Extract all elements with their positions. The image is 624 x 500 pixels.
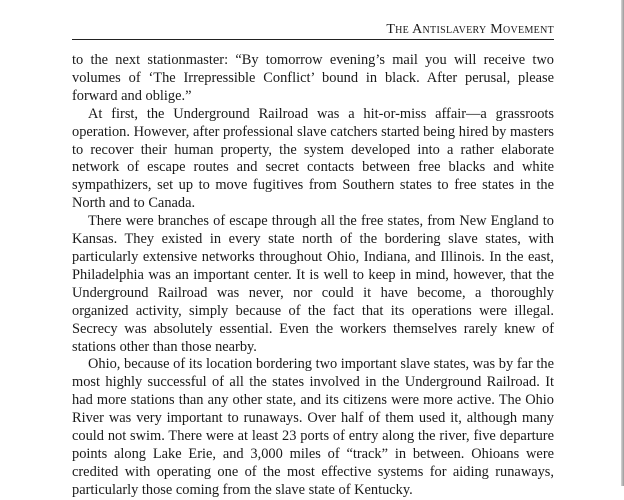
paragraph-continuation: to the next stationmaster: “By tomorrow evening’s mail you will receive two volumes of ‘The Irrepressible Conflict’ bound in black. After perusal, please forward and oblige.” (72, 52, 554, 104)
paragraph-underground-railroad-origins: At first, the Underground Railroad was a hit-or-miss affair—a grassroots operation. However, after professional slave catchers started being hired by masters to recover their human property, the system developed into a rather elaborate network of escape routes and secret contacts between free blacks and white sympathizers, set up to move fugitives from Southern states to free states in the North and to Canada. (72, 105, 554, 212)
running-head: The Antislavery Movement (72, 22, 554, 40)
paragraph-branches-of-escape: There were branches of escape through all the free states, from New England to Kansas. They existed in every state north of the bordering slave states, with particularly extensive networks throughout Ohio, Indiana, and Illinois. In the east, Philadelphia was an important center. It is well to keep in mind, however, that the Underground Railroad was never, nor could it have become, a thoroughly organized activity, simply because of the fact that its operations were illegal. Secrecy was absolutely essential. Even the workers themselves rarely knew of stations other than those nearby. (72, 213, 554, 355)
body-text (72, 52, 554, 500)
paragraph-ohio: Ohio, because of its location bordering two important slave states, was by far the most highly successful of all the states involved in the Underground Railroad. It had more stations than any other state, and its citizens were more active. The Ohio River was very important to runaways. Over half of them used it, although many could not swim. There were at least 23 ports of entry along the river, five departure points along Lake Erie, and 3,000 miles of “track” in between. Ohioans were credited with operating one of the most effective systems for aiding runaways, particularly those coming from the slave state of Kentucky. (72, 356, 554, 498)
